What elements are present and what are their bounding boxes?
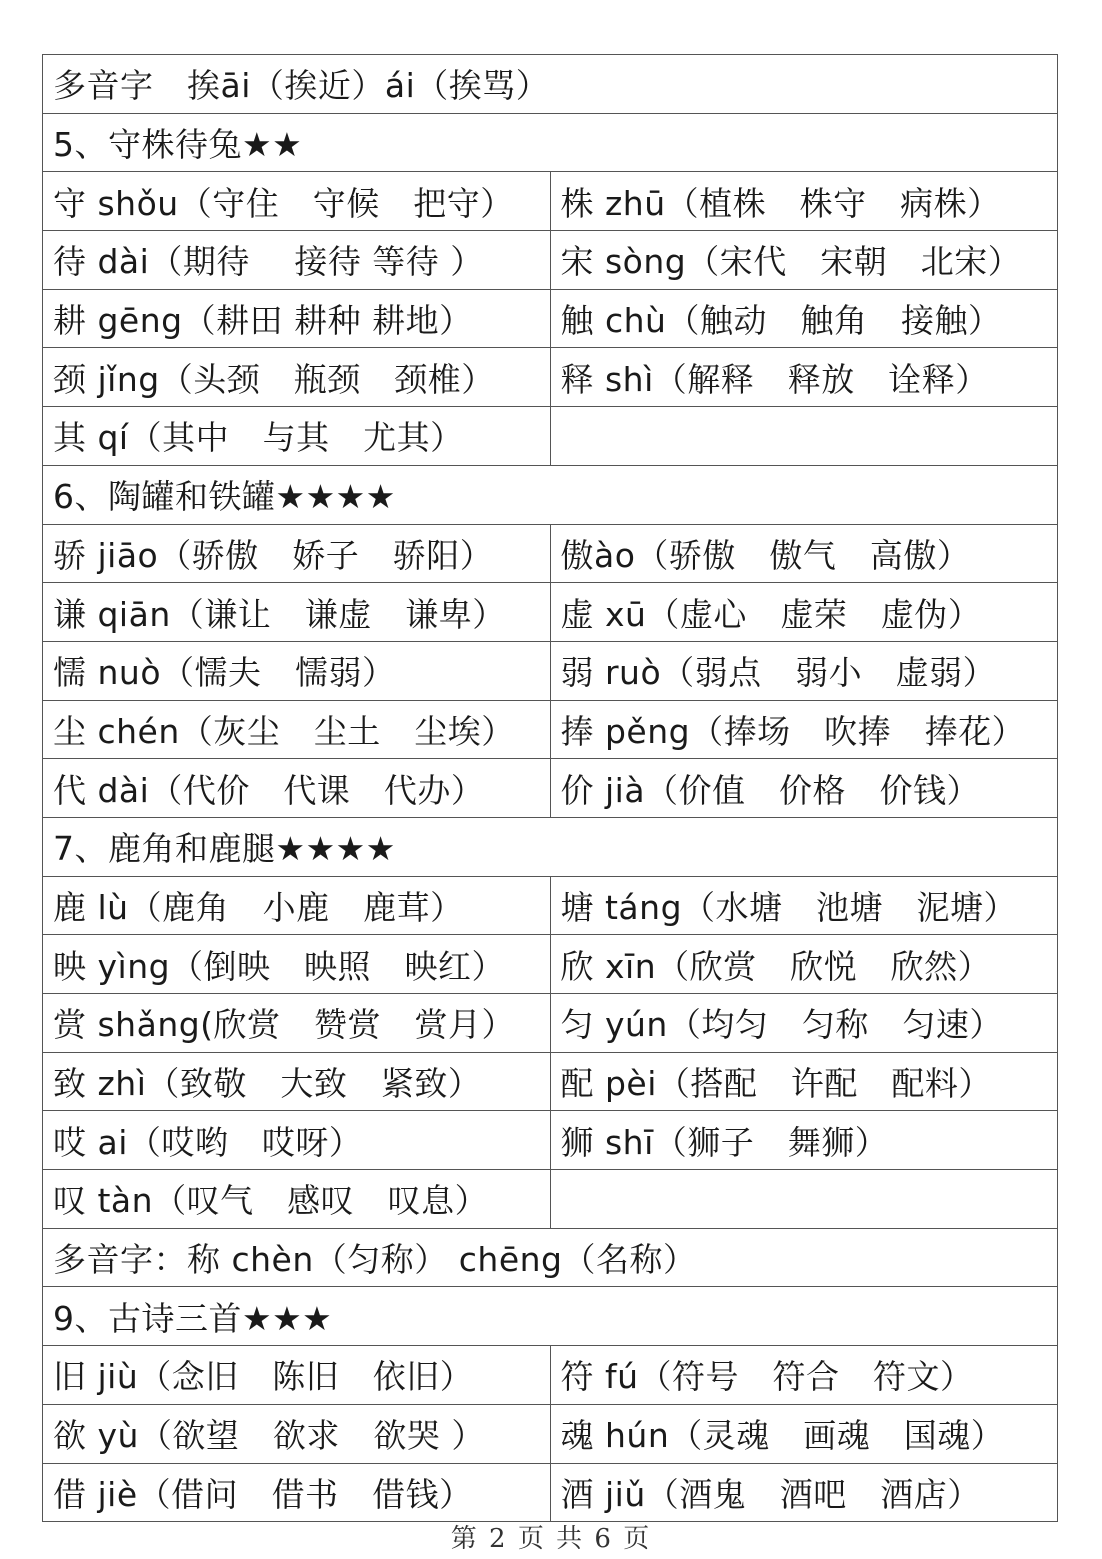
word-entry-cell: 致 zhì（致敬 大致 紧致） (43, 1052, 551, 1111)
section-heading-cell: 7、鹿角和鹿腿★★★★ (43, 817, 1058, 876)
table-row (43, 1228, 1058, 1287)
word-entry-cell: 赏 shǎng(欣赏 赞赏 赏月） (43, 994, 551, 1053)
word-entry-cell: 虚 xū（虚心 虚荣 虚伪） (550, 583, 1058, 642)
word-entry-cell: 塘 táng（水塘 池塘 泥塘） (550, 876, 1058, 935)
word-entry-cell: 懦 nuò（懦夫 懦弱） (43, 641, 551, 700)
table-row (43, 1463, 1058, 1522)
page-footer: 第 2 页 共 6 页 (450, 1524, 652, 1554)
word-entry-cell: 映 yìng（倒映 映照 映红） (43, 935, 551, 994)
table-row (43, 700, 1058, 759)
word-entry-cell: 谦 qiān（谦让 谦虚 谦卑） (43, 583, 551, 642)
table-row (43, 935, 1058, 994)
word-entry-cell: 代 dài（代价 代课 代办） (43, 759, 551, 818)
word-entry-cell (550, 1170, 1058, 1229)
table-row (43, 1111, 1058, 1170)
word-entry-cell: 宋 sòng（宋代 宋朝 北宋） (550, 231, 1058, 290)
section-heading-cell: 多音字：称 chèn（匀称） chēng（名称） (43, 1228, 1058, 1287)
word-entry-cell: 借 jiè（借问 借书 借钱） (43, 1463, 551, 1522)
word-entry-cell: 弱 ruò（弱点 弱小 虚弱） (550, 641, 1058, 700)
section-heading-cell: 9、古诗三首★★★ (43, 1287, 1058, 1346)
word-entry-cell: 释 shì（解释 释放 诠释） (550, 348, 1058, 407)
table-row (43, 465, 1058, 524)
section-heading-cell: 6、陶罐和铁罐★★★★ (43, 465, 1058, 524)
table-row (43, 1404, 1058, 1463)
word-entry-cell: 触 chù（触动 触角 接触） (550, 289, 1058, 348)
table-row (43, 759, 1058, 818)
table-row (43, 876, 1058, 935)
word-entry-cell: 耕 gēng（耕田 耕种 耕地） (43, 289, 551, 348)
word-entry-cell: 符 fú（符号 符合 符文） (550, 1346, 1058, 1405)
table-row (43, 817, 1058, 876)
table-row (43, 1052, 1058, 1111)
table-row (43, 1287, 1058, 1346)
table-row (43, 1170, 1058, 1229)
table-row (43, 994, 1058, 1053)
table-row (43, 172, 1058, 231)
table-row (43, 407, 1058, 466)
word-entry-cell: 颈 jǐng（头颈 瓶颈 颈椎） (43, 348, 551, 407)
word-entry-cell: 欣 xīn（欣赏 欣悦 欣然） (550, 935, 1058, 994)
word-entry-cell: 狮 shī（狮子 舞狮） (550, 1111, 1058, 1170)
table-row (43, 583, 1058, 642)
word-entry-cell: 欲 yù（欲望 欲求 欲哭 ） (43, 1404, 551, 1463)
word-entry-cell (550, 407, 1058, 466)
table-row (43, 1346, 1058, 1405)
word-entry-cell: 哎 ai（哎哟 哎呀） (43, 1111, 551, 1170)
word-entry-cell: 价 jià（价值 价格 价钱） (550, 759, 1058, 818)
table-row (43, 113, 1058, 172)
word-entry-cell: 魂 hún（灵魂 画魂 国魂） (550, 1404, 1058, 1463)
word-entry-cell: 鹿 lù（鹿角 小鹿 鹿茸） (43, 876, 551, 935)
word-entry-cell: 傲ào（骄傲 傲气 高傲） (550, 524, 1058, 583)
section-heading-cell: 多音字 挨āi（挨近）ái（挨骂） (43, 55, 1058, 114)
table-row (43, 231, 1058, 290)
word-entry-cell: 叹 tàn（叹气 感叹 叹息） (43, 1170, 551, 1229)
word-entry-cell: 配 pèi（搭配 许配 配料） (550, 1052, 1058, 1111)
word-entry-cell: 旧 jiù（念旧 陈旧 依旧） (43, 1346, 551, 1405)
table-row (43, 289, 1058, 348)
word-entry-cell: 待 dài（期待 接待 等待 ） (43, 231, 551, 290)
table-row (43, 524, 1058, 583)
vocabulary-table (42, 54, 1058, 1522)
word-entry-cell: 株 zhū（植株 株守 病株） (550, 172, 1058, 231)
table-row (43, 348, 1058, 407)
word-entry-cell: 匀 yún（均匀 匀称 匀速） (550, 994, 1058, 1053)
word-entry-cell: 其 qí（其中 与其 尤其） (43, 407, 551, 466)
word-entry-cell: 酒 jiǔ（酒鬼 酒吧 酒店） (550, 1463, 1058, 1522)
section-heading-cell: 5、守株待兔★★ (43, 113, 1058, 172)
word-entry-cell: 尘 chén（灰尘 尘土 尘埃） (43, 700, 551, 759)
table-row (43, 641, 1058, 700)
word-entry-cell: 骄 jiāo（骄傲 娇子 骄阳） (43, 524, 551, 583)
word-entry-cell: 捧 pěng（捧场 吹捧 捧花） (550, 700, 1058, 759)
word-entry-cell: 守 shǒu（守住 守候 把守） (43, 172, 551, 231)
table-row (43, 55, 1058, 114)
